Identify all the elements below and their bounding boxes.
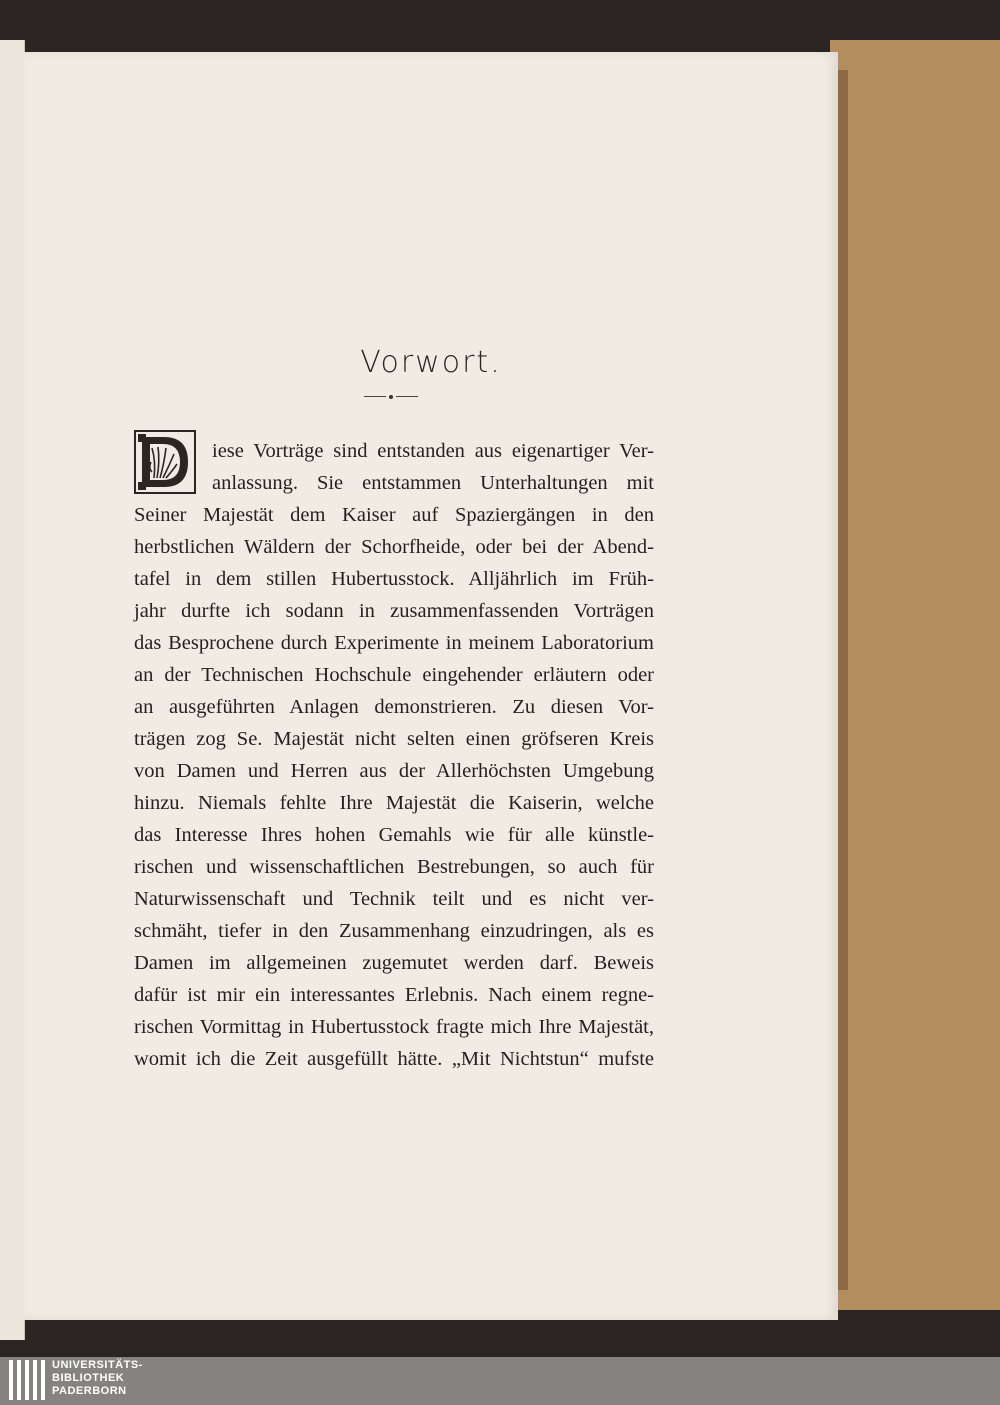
text-line-19: rischen Vormittag in Hubertusstock fragte mich Ihre Majestät, bbox=[134, 1016, 654, 1038]
library-name-line-3: PADERBORN bbox=[52, 1385, 127, 1397]
text-line-8: an der Technischen Hochschule eingehender erläutern oder bbox=[134, 664, 654, 686]
ornament-dot bbox=[389, 395, 393, 399]
book-cover-edge bbox=[830, 40, 1000, 1310]
text-line-3: Seiner Majestät dem Kaiser auf Spaziergängen in den bbox=[134, 504, 654, 526]
book-cover-inner-edge bbox=[838, 70, 848, 1290]
text-line-1: iese Vorträge sind entstanden aus eigenartiger Ver- bbox=[212, 440, 654, 462]
library-name bbox=[52, 1359, 143, 1398]
text-line-13: das Interesse Ihres hohen Gemahls wie für alle künstle- bbox=[134, 824, 654, 846]
ornament-line-left bbox=[364, 396, 386, 397]
text-line-14: rischen und wissenschaftlichen Bestrebungen, so auch für bbox=[134, 856, 654, 878]
facing-page-edge bbox=[0, 40, 25, 1340]
heading-ornament bbox=[364, 395, 420, 399]
library-banner bbox=[0, 1357, 1000, 1405]
decorated-initial-d-icon bbox=[136, 432, 194, 492]
decorated-initial bbox=[134, 430, 196, 494]
text-line-9: an ausgeführten Anlagen demonstrieren. Zu diesen Vor- bbox=[134, 696, 654, 718]
text-line-17: Damen im allgemeinen zugemutet werden darf. Beweis bbox=[134, 952, 654, 974]
text-line-11: von Damen und Herren aus der Allerhöchsten Umgebung bbox=[134, 760, 654, 782]
library-name-line-1: UNIVERSITÄTS- bbox=[52, 1359, 143, 1371]
library-name-line-2: BIBLIOTHEK bbox=[52, 1372, 125, 1384]
text-line-6: jahr durfte ich sodann in zusammenfassenden Vorträgen bbox=[134, 600, 654, 622]
text-line-5: tafel in dem stillen Hubertusstock. Alljährlich im Früh- bbox=[134, 568, 654, 590]
text-line-7: das Besprochene durch Experimente in meinem Laboratorium bbox=[134, 632, 654, 654]
text-line-15: Naturwissenschaft und Technik teilt und es nicht ver- bbox=[134, 888, 654, 910]
text-line-18: dafür ist mir ein interessantes Erlebnis. Nach einem regne- bbox=[134, 984, 654, 1006]
text-line-20: womit ich die Zeit ausgefüllt hätte. „Mit Nichtstun“ mufste bbox=[134, 1048, 654, 1070]
book-page bbox=[24, 52, 838, 1320]
text-line-4: herbstlichen Wäldern der Schorfheide, oder bei der Abend- bbox=[134, 536, 654, 558]
text-line-12: hinzu. Niemals fehlte Ihre Majestät die Kaiserin, welche bbox=[134, 792, 654, 814]
text-line-2: anlassung. Sie entstammen Unterhaltungen mit bbox=[212, 472, 654, 494]
text-line-16: schmäht, tiefer in den Zusammenhang einzudringen, als es bbox=[134, 920, 654, 942]
text-line-10: trägen zog Se. Majestät nicht selten einen gröfseren Kreis bbox=[134, 728, 654, 750]
page-heading: Vorwort. bbox=[360, 345, 502, 380]
library-logo-icon bbox=[9, 1360, 49, 1400]
ornament-line-right bbox=[396, 396, 418, 397]
